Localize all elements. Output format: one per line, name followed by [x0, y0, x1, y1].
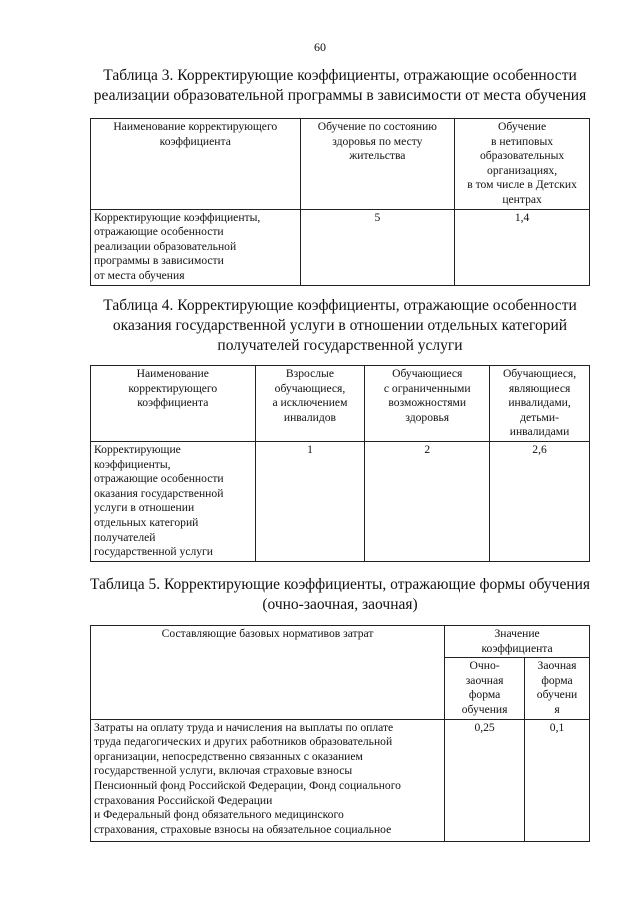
table5-header-row [91, 626, 590, 658]
table-row [91, 209, 590, 285]
table4-row-label: Корректирующие коэффициенты, отражающие особенности оказания государственной услуги в отношении отдельных категорий получателей государственной услуги [91, 441, 256, 561]
table4-caption: Таблица 4. Корректирующие коэффициенты, отражающие особенности оказания государственной услуги в отношении отдельных категорий получателей государственной услуги [103, 297, 577, 354]
table5 [90, 625, 590, 842]
table5-subheader-part-time: Очно- заочная форма обучения [445, 658, 525, 719]
table3 [90, 118, 590, 286]
table4-value-adults: 1 [255, 441, 365, 561]
table5-header-main: Составляющие базовых нормативов затрат [91, 626, 445, 720]
table4-header-disabled: Обучающиеся, являющиеся инвалидами, детьми- инвалидами [490, 366, 590, 442]
table4-header-name: Наименование корректирующего коэффициента [91, 366, 256, 442]
table5-value-part-time: 0,25 [445, 719, 525, 841]
table5-value-extramural: 0,1 [525, 719, 590, 841]
table4-header-row [91, 366, 590, 442]
table4 [90, 365, 590, 562]
table5-header-group: Значение коэффициента [445, 626, 590, 658]
table4-value-disabled: 2,6 [490, 441, 590, 561]
table-row [91, 719, 590, 841]
table4-value-limited: 2 [365, 441, 490, 561]
table3-caption: Таблица 3. Корректирующие коэффициенты, отражающие особенности реализации образовательной программы в зависимости от места обучения [93, 67, 587, 104]
table4-header-limited: Обучающиеся с ограниченными возможностями здоровья [365, 366, 490, 442]
table-row [91, 441, 590, 561]
table3-value-home: 5 [300, 209, 455, 285]
table3-header-home: Обучение по состоянию здоровья по месту жительства [300, 119, 455, 210]
table3-row-label: Корректирующие коэффициенты, отражающие особенности реализации образовательной программы в зависимости от места обучения [91, 209, 301, 285]
table5-caption: Таблица 5. Корректирующие коэффициенты, отражающие формы обучения (очно-заочная, заочная) [89, 576, 591, 613]
page-number: 60 [314, 40, 326, 54]
table3-header-nontypical: Обучение в нетиповых образовательных организациях, в том числе в Детских центрах [455, 119, 590, 210]
table3-header-row [91, 119, 590, 210]
table5-row-label: Затраты на оплату труда и начисления на выплаты по оплате труда педагогических и других работников образовательной организации, непосредственно связанных с оказанием государственной услуги, включая страховые взносы Пенсионный фонд Российской Федерации, Фонд социального страхования Российской Федерации и Федеральный фонд обязательного медицинского страхования, страховые взносы на обязательное социальное [91, 719, 445, 841]
table3-value-nontypical: 1,4 [455, 209, 590, 285]
table4-header-adults: Взрослые обучающиеся, а исключением инвалидов [255, 366, 365, 442]
table5-subheader-extramural: Заочная форма обучени я [525, 658, 590, 719]
table3-header-name: Наименование корректирующего коэффициента [91, 119, 301, 210]
